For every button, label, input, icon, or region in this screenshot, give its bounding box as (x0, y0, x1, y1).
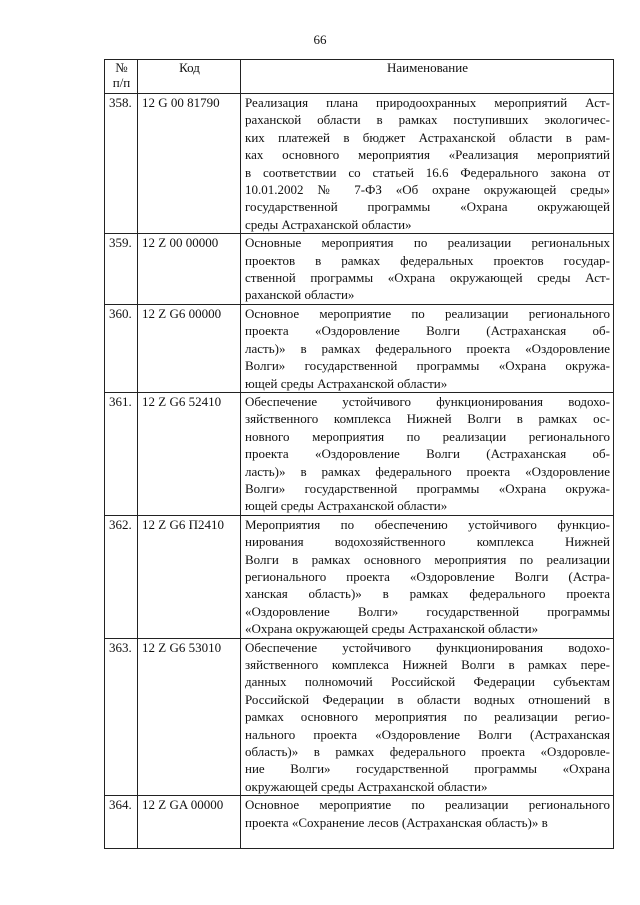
row-name-line: ках основного мероприятия «Реализация мероприятий (245, 147, 610, 163)
row-name-line: среды Астраханской области» (245, 216, 412, 232)
row-code: 12 Z G6 П2410 (138, 515, 241, 638)
row-name-line: зяйственного комплекса Нижней Волги в рамках пере- (245, 657, 610, 672)
row-code: 12 Z G6 00000 (138, 304, 241, 392)
table-row (105, 515, 614, 638)
row-name-line: Волги в рамках основного мероприятия по реализации (245, 551, 610, 567)
row-name-line: новного мероприятия по реализации регионального (245, 428, 610, 444)
table-row (105, 796, 614, 849)
row-name-line: зяйственного комплекса Нижней Волги в рамках ос- (245, 411, 610, 427)
budget-classification-table (104, 59, 614, 849)
row-name-line: окружающей среды Астраханской области» (245, 778, 488, 794)
header-number-line1: № (115, 60, 128, 75)
table-header-row (105, 60, 614, 94)
row-code: 12 Z G6 53010 (138, 638, 241, 796)
row-name-line: ласть)» в рамках федерального проекта «Оздоровление (245, 463, 610, 479)
row-name-line: Реализация плана природоохранных мероприятий Аст- (245, 95, 610, 110)
row-name-line: в соответствии со статьей 16.6 Федерального закона от (245, 164, 610, 180)
row-name (241, 234, 614, 305)
row-name-line: Основное мероприятие по реализации регионального (245, 797, 610, 813)
row-name (241, 638, 614, 796)
row-number: 358. (105, 94, 138, 234)
row-name-line: ющей среды Астраханской области» (245, 498, 448, 514)
row-name (241, 796, 614, 849)
row-code: 12 Z GA 00000 (138, 796, 241, 849)
row-name-line: нального проекта «Оздоровление Волги (Астраханская (245, 726, 610, 742)
row-name (241, 392, 614, 515)
row-number: 361. (105, 392, 138, 515)
row-name-line: Обеспечение устойчивого функционирования водохо- (245, 393, 610, 409)
row-name-line: раханской области в рамках поступивших экологичес- (245, 112, 610, 128)
row-number: 364. (105, 796, 138, 849)
row-name-line: Мероприятия по обеспечению устойчивого функцио- (245, 516, 610, 532)
row-name (241, 515, 614, 638)
row-name-line: регионального проекта «Оздоровление Волги (Астра- (245, 568, 610, 584)
row-name-line: ние Волги» государственной программы «Охрана (245, 761, 610, 777)
row-number: 362. (105, 515, 138, 638)
row-name-line: проекта «Оздоровление Волги (Астраханская об- (245, 446, 610, 462)
table-row (105, 638, 614, 796)
row-code: 12 Z G6 52410 (138, 392, 241, 515)
page-number: 66 (313, 32, 327, 47)
row-name-line: ханская область)» в рамках федерального проекта (245, 586, 610, 602)
row-code: 12 Z 00 00000 (138, 234, 241, 305)
table-row (105, 94, 614, 234)
row-name-line: область)» в рамках федерального проекта «Оздоровле- (245, 744, 610, 760)
row-name-line: проекта «Оздоровление Волги (Астраханская об- (245, 323, 610, 339)
row-name-line: Обеспечение устойчивого функционирования водохо- (245, 639, 610, 655)
row-name-line: Основные мероприятия по реализации региональных (245, 235, 610, 251)
header-name: Наименование (241, 60, 614, 94)
row-name-line: государственной программы «Охрана окружающей (245, 199, 610, 215)
header-number-line2: п/п (112, 75, 131, 90)
row-name-line: Российской Федерации в области водных отношений в (245, 691, 610, 707)
row-name-line: проекта «Сохранение лесов (Астраханская область)» в (245, 814, 548, 830)
row-name-line: Волги» государственной программы «Охрана окружа- (245, 480, 610, 496)
row-name-line: Основное мероприятие по реализации регионального (245, 305, 610, 321)
table-row (105, 234, 614, 305)
row-name-line: данных полномочий Российской Федерации субъектам (245, 674, 610, 690)
row-name-line: проектов в рамках федеральных проектов государ- (245, 252, 610, 268)
table-row (105, 392, 614, 515)
row-name-line: раханской области» (245, 287, 355, 303)
row-name-line: рамках основного мероприятия по реализации регио- (245, 709, 610, 725)
header-code: Код (138, 60, 241, 94)
header-number (105, 60, 138, 94)
row-name-line: ласть)» в рамках федерального проекта «Оздоровление (245, 340, 610, 356)
row-name-line: ственной программы «Охрана окружающей среды Аст- (245, 270, 610, 286)
row-name-line: «Охрана окружающей среды Астраханской области» (245, 621, 539, 637)
row-name (241, 94, 614, 234)
row-name-line: Волги» государственной программы «Охрана окружа- (245, 358, 610, 374)
row-name-line: 10.01.2002 № 7-ФЗ «Об охране окружающей среды» (245, 182, 610, 198)
row-code: 12 G 00 81790 (138, 94, 241, 234)
row-name-line: «Оздоровление Волги» государственной программы (245, 603, 610, 619)
row-name-line: ющей среды Астраханской области» (245, 375, 448, 391)
table-row (105, 304, 614, 392)
row-name-line: ких платежей в бюджет Астраханской области в рам- (245, 129, 610, 145)
row-name-line: нирования водохозяйственного комплекса Нижней (245, 534, 610, 550)
row-number: 359. (105, 234, 138, 305)
row-number: 360. (105, 304, 138, 392)
row-number: 363. (105, 638, 138, 796)
row-name (241, 304, 614, 392)
